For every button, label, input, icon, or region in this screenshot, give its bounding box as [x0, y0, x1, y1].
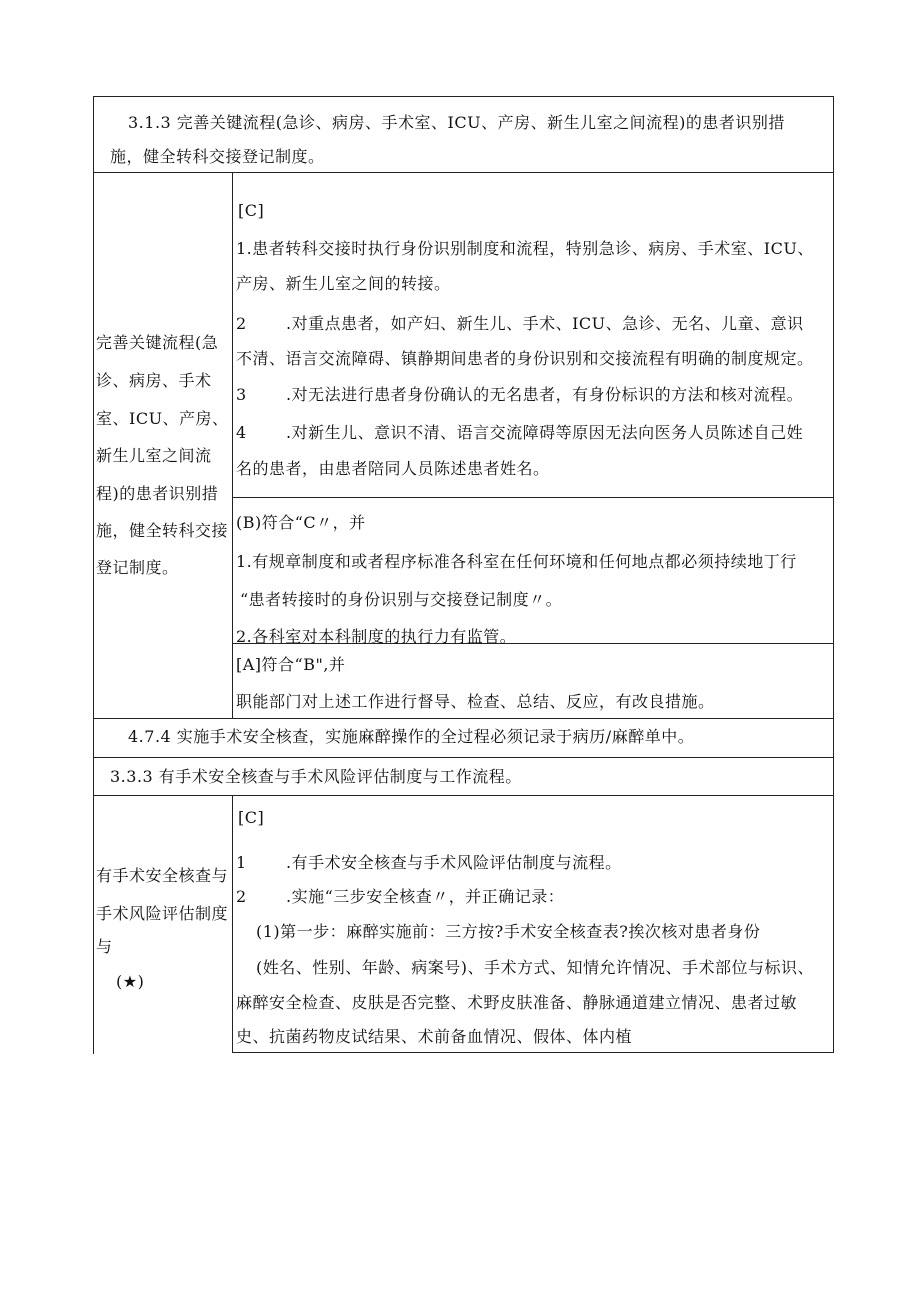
grade-b-item1-line1: 1.有规章制度和或者程序标准各科室在任何环境和任何地点都必须持续地丁行 [236, 552, 797, 571]
s3-grade-c-item1-number: 1 [236, 853, 247, 872]
row-divider-2 [93, 718, 834, 719]
s3-grade-c-item2-line1: .实施“三步安全核查〃，并正确记录： [286, 887, 565, 906]
col-divider-1 [232, 172, 233, 718]
section1-left-label: 登记制度。 [96, 558, 179, 577]
table-right-border [833, 96, 834, 1053]
section1-left-label: 完善关键流程(急 [96, 333, 219, 352]
section1-left-label: 诊、病房、手术 [96, 371, 212, 390]
s3-sub1-line4: 史、抗菌药物皮试结果、术前备血情况、假体、体内植 [236, 1027, 633, 1046]
section1-left-label: 新生儿室之间流 [96, 446, 212, 465]
col-divider-2 [232, 795, 233, 1053]
grade-c-item2-number: 2 [236, 314, 247, 333]
grade-c-item2-line1: .对重点患者，如产妇、新生儿、手术、ICU、急诊、无名、儿童、意识 [286, 314, 804, 333]
grade-c-item3-line1: .对无法进行患者身份确认的无名患者，有身份标识的方法和核对流程。 [286, 385, 804, 404]
section3-heading: 3.3.3 有手术安全核查与手术风险评估制度与工作流程。 [110, 767, 522, 786]
section1-left-label: 室、ICU、产房、 [96, 409, 229, 428]
grade-a-item1-line1: 职能部门对上述工作进行督导、检查、总结、反应，有改良措施。 [236, 692, 715, 711]
grade-divider-c-b [232, 497, 834, 498]
grade-c-item4-number: 4 [236, 423, 247, 442]
section2-heading: 4.7.4 实施手术安全核查，实施麻醉操作的全过程必须记录于病历/麻醉单中。 [128, 727, 695, 746]
table-top-border [93, 96, 834, 97]
section3-star-marker: (★) [116, 972, 145, 991]
s3-grade-c-item1-line1: .有手术安全核查与手术风险评估制度与流程。 [286, 853, 622, 872]
s3-grade-c-tag: [C] [238, 808, 265, 827]
section3-left-label: 手术风险评估制度 [96, 904, 229, 923]
section1-left-label: 施，健全转科交接 [96, 521, 229, 540]
grade-c-item4-line2: 名的患者，由患者陪同人员陈述患者姓名。 [236, 459, 550, 478]
s3-sub1-line1: (1)第一步：麻醉实施前：三方按?手术安全核查表?挨次核对患者身份 [256, 922, 761, 941]
grade-c-item4-line1: .对新生儿、意识不清、语言交流障碍等原因无法向医务人员陈述自己姓 [286, 423, 804, 442]
grade-c-tag: [C] [238, 201, 265, 220]
s3-sub1-line2: (姓名、性别、年龄、病案号)、手术方式、知情允许情况、手术部位与标识、 [256, 958, 814, 977]
grade-b-item2-line1: 2.各科室对本科制度的执行力有监管。 [236, 627, 517, 646]
row-divider-1 [93, 172, 834, 173]
table-bottom-partial [232, 1052, 834, 1053]
grade-c-item1-line1: 1.患者转科交接时执行身份识别制度和流程，特别急诊、病房、手术室、ICU、 [236, 239, 814, 258]
row-divider-3 [93, 757, 834, 758]
section3-left-label: 与 [96, 937, 113, 956]
grade-c-item1-line2: 产房、新生儿室之间的转接。 [236, 274, 451, 293]
section3-left-label: 有手术安全核查与 [96, 866, 229, 885]
table-left-border [93, 96, 94, 1054]
grade-a-tag: [A]符合“B",并 [236, 655, 346, 674]
grade-c-item3-number: 3 [236, 385, 247, 404]
s3-sub1-line3: 麻醉安全检查、皮肤是否完整、术野皮肤准备、静脉通道建立情况、患者过敏 [236, 993, 798, 1012]
grade-b-item1-line2: “患者转接时的身份识别与交接登记制度〃。 [240, 590, 563, 609]
row-divider-4 [93, 795, 834, 796]
section1-heading-line1: 3.1.3 完善关键流程(急诊、病房、手术室、ICU、产房、新生儿室之间流程)的患者识别措 [128, 113, 785, 132]
grade-b-tag: (B)符合“C〃，并 [236, 513, 366, 532]
grade-c-item2-line2: 不清、语言交流障碍、镇静期间患者的身份识别和交接流程有明确的制度规定。 [236, 349, 814, 368]
section1-heading-line2: 施，健全转科交接登记制度。 [110, 147, 325, 166]
s3-grade-c-item2-number: 2 [236, 887, 247, 906]
section1-left-label: 程)的患者识别措 [96, 484, 219, 503]
